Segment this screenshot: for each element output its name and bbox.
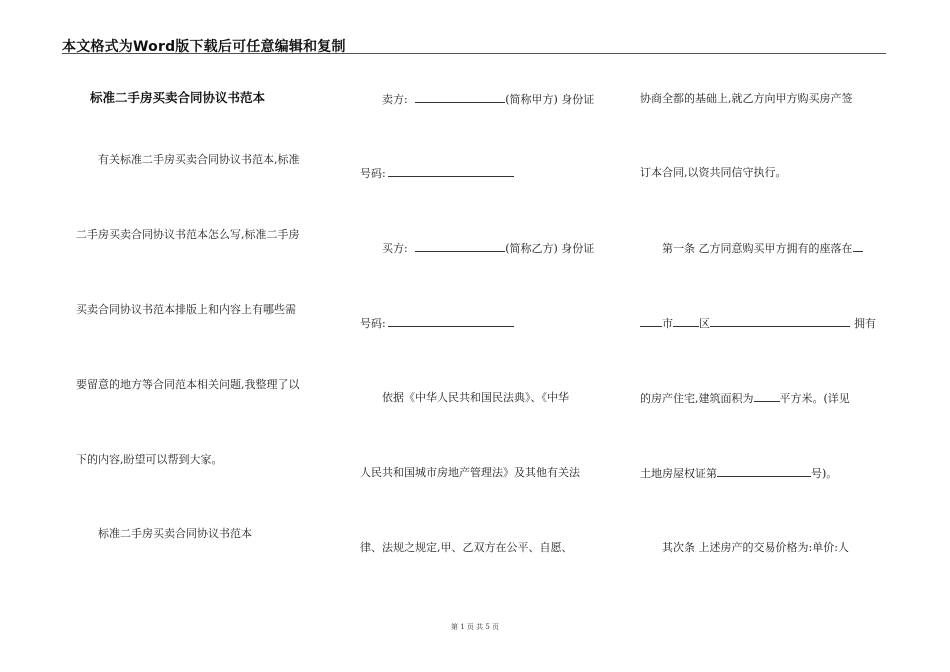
seller-line (382, 92, 594, 107)
house-text: 的房产住宅,建筑面积为 (640, 392, 754, 405)
buyer-id-label: 号码: (360, 317, 386, 330)
address-line (640, 316, 876, 331)
header-divider (62, 53, 886, 54)
col2-line-2: 人民共和国城市房地产管理法》及其他有关法 (360, 466, 580, 479)
col2-line-1: 依据《中华人民共和国民法典》、《中华 (382, 391, 569, 404)
buyer-id-line (360, 316, 514, 331)
page-number: 第 1 页 共 5 页 (450, 623, 500, 631)
street-blank (710, 316, 850, 327)
certificate-suffix: 号)。 (811, 467, 838, 480)
location-blank (853, 241, 863, 252)
city-blank (640, 316, 662, 327)
district-label: 区 (699, 317, 710, 330)
article2-line: 其次条 上述房产的交易价格为:单价:人 (662, 541, 849, 554)
col1-line-5: 下的内容,盼望可以帮到大家。 (76, 453, 223, 466)
buyer-suffix: (简称乙方) 身份证 (505, 242, 595, 255)
own-label: 拥有 (854, 317, 876, 330)
article1-text: 第一条 乙方同意购买甲方拥有的座落在 (662, 242, 853, 255)
seller-suffix: (简称甲方) 身份证 (505, 93, 595, 106)
col3-line-1: 协商全都的基础上,就乙方向甲方购买房产签 (640, 92, 853, 105)
area-blank (754, 391, 780, 402)
buyer-id-blank (388, 316, 514, 327)
buyer-name-blank (415, 241, 505, 252)
area-line (640, 391, 850, 406)
col2-line-3: 律、法规之规定,甲、乙双方在公平、自愿、 (360, 541, 573, 554)
col1-line-2: 二手房买卖合同协议书范本怎么写,标准二手房 (76, 228, 300, 241)
col1-line-1: 有关标准二手房买卖合同协议书范本,标准 (98, 153, 300, 166)
seller-label: 卖方: (382, 93, 408, 106)
article1-line (662, 241, 863, 256)
district-blank (673, 316, 699, 327)
certificate-blank (717, 466, 811, 477)
area-suffix: 平方米。(详见 (779, 392, 850, 405)
city-label: 市 (662, 317, 673, 330)
seller-id-line (360, 166, 514, 181)
certificate-prefix: 土地房屋权证第 (640, 467, 717, 480)
buyer-label: 买方: (382, 242, 408, 255)
page-header-title: 本文格式为Word版下载后可任意编辑和复制 (62, 39, 346, 55)
seller-name-blank (415, 92, 505, 103)
col1-line-3: 买卖合同协议书范本排版上和内容上有哪些需 (76, 303, 296, 316)
col3-line-2: 订本合同,以资共同信守执行。 (640, 166, 787, 179)
col1-line-6: 标准二手房买卖合同协议书范本 (98, 527, 252, 540)
certificate-line (640, 466, 837, 481)
col1-line-4: 要留意的地方等合同范本相关问题,我整理了以 (76, 378, 300, 391)
seller-id-label: 号码: (360, 167, 386, 180)
seller-id-blank (388, 166, 514, 177)
buyer-line (382, 241, 594, 256)
document-title: 标准二手房买卖合同协议书范本 (90, 90, 266, 105)
